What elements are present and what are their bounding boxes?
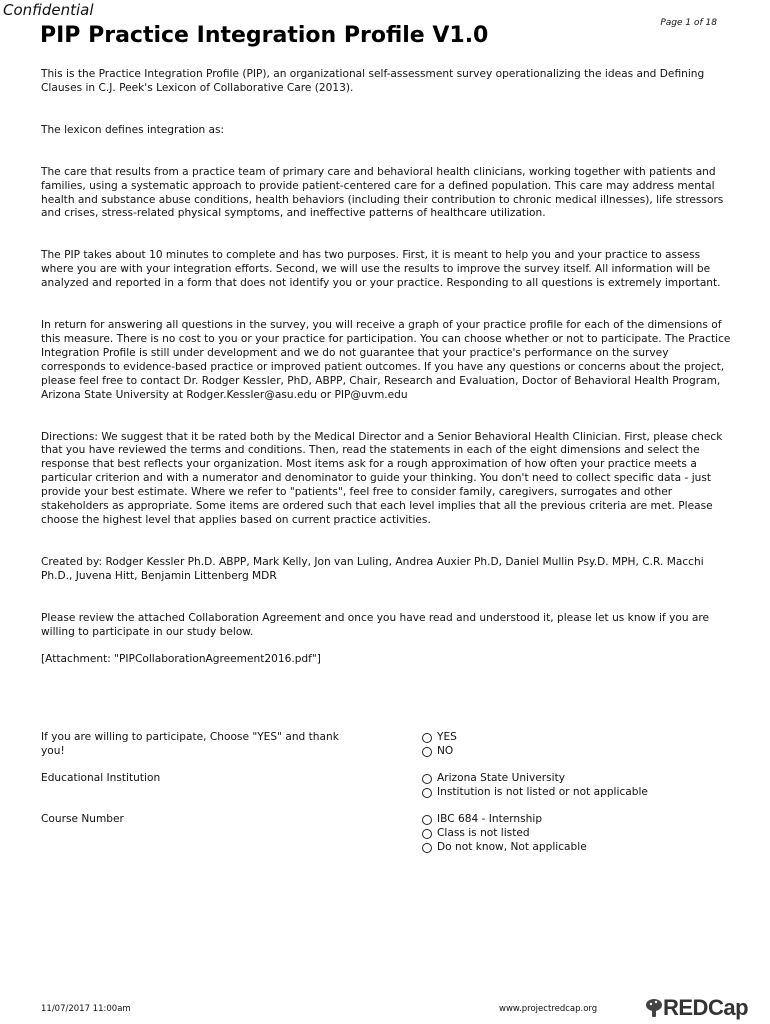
radio-option-no[interactable] xyxy=(422,745,457,759)
redcap-logo-icon xyxy=(645,997,663,1019)
radio-button[interactable] xyxy=(422,843,432,853)
radio-option-not-listed[interactable] xyxy=(422,786,648,800)
survey-intro xyxy=(41,68,733,667)
option-label: Do not know, Not applicable xyxy=(437,840,587,853)
review-paragraph: Please review the attached Collaboration Agreement and once you have read and understood it, please let us know if you are willing to participate in our study below. xyxy=(41,611,710,638)
radio-button[interactable] xyxy=(422,815,432,825)
lexicon-lead: The lexicon defines integration as: xyxy=(41,123,225,136)
radio-button[interactable] xyxy=(422,774,432,784)
redcap-logo-text: REDCap xyxy=(663,995,749,1020)
radio-option-ibc684[interactable] xyxy=(422,813,587,827)
created-by: Created by: Rodger Kessler Ph.D. ABPP, Mark Kelly, Jon van Luling, Andrea Auxier Ph.D, Daniel Mullin Psy.D. MPH, C.R. Macchi Ph.D., Juvena Hitt, Benjamin Littenberg MDR xyxy=(41,555,704,582)
intro-paragraph: This is the Practice Integration Profile (PIP), an organizational self-assessment survey operationalizing the ideas and Defining Clauses in C.J. Peek's Lexicon of Collaborative Care (2013). xyxy=(41,68,705,94)
footer-date: 11/07/2017 11:00am xyxy=(41,1004,131,1014)
footer-url[interactable]: www.projectredcap.org xyxy=(499,1004,598,1014)
option-label: Institution is not listed or not applicable xyxy=(437,785,648,798)
radio-group xyxy=(422,772,648,800)
purpose-paragraph: The PIP takes about 10 minutes to complete and has two purposes. First, it is meant to help you and your practice to assess where you are with your integration efforts. Second, we will use the results to improve the survey itself. All information will be analyzed and reported in a form that does not identify you or your practice. Responding to all questions is extremely important. xyxy=(41,249,721,290)
radio-option-class-not-listed[interactable] xyxy=(422,827,587,841)
radio-option-yes[interactable] xyxy=(422,731,457,745)
directions-paragraph: Directions: We suggest that it be rated both by the Medical Director and a Senior Behavioral Health Clinician. First, please check that you have reviewed the terms and conditions. Then, read the statements in each of the eight dimensions and select the response that best reflects your organization. Most items ask for a rough approximation of how often your practice meets a particular criterion and with a numerator and denominator to guide your thinking. You don't need to collect specific data - just provide your best estimate. Where we refer to "patients", feel free to consider family, caregivers, surrogates and other stakeholders as appropriate. Some items are ordered such that each level implies that all the previous criteria are met. Please choose the highest level that applies based on current practice activities. xyxy=(41,430,723,526)
radio-option-asu[interactable] xyxy=(422,772,648,786)
integration-definition: The care that results from a practice team of primary care and behavioral health clinicians, working together with patients and families, using a systematic approach to provide patient-centered care for a defined population. This care may address mental health and substance abuse conditions, health behaviors (including their contribution to chronic medical illnesses), life stressors and crises, stress-related physical symptoms, and ineffective patterns of healthcare utilization. xyxy=(41,165,724,220)
page-title: PIP Practice Integration Profile V1.0 xyxy=(40,23,489,48)
question-label: Course Number xyxy=(41,813,124,825)
option-label: Arizona State University xyxy=(437,772,566,784)
option-label: Class is not listed xyxy=(437,826,530,839)
option-label: IBC 684 - Internship xyxy=(437,813,543,825)
radio-button[interactable] xyxy=(422,788,432,798)
question-label: If you are willing to participate, Choose "YES" and thank you! xyxy=(41,731,339,757)
confidential-label: Confidential xyxy=(3,1,94,19)
question-label: Educational Institution xyxy=(41,772,161,784)
radio-button[interactable] xyxy=(422,829,432,839)
redcap-logo xyxy=(645,995,748,1021)
option-label: NO xyxy=(437,744,454,757)
radio-option-do-not-know[interactable] xyxy=(422,841,587,855)
radio-button[interactable] xyxy=(422,747,432,757)
radio-group xyxy=(422,813,587,855)
attachment-link[interactable]: [Attachment: "PIPCollaborationAgreement2016.pdf"] xyxy=(41,653,321,666)
radio-button[interactable] xyxy=(422,733,432,743)
return-paragraph: In return for answering all questions in the survey, you will receive a graph of your practice profile for each of the dimensions of this measure. There is no cost to you or your practice for participation. You can choose whether or not to participate. The Practice Integration Profile is still under development and we do not guarantee that your practice's performance on the survey corresponds to evidence-based practice or improved patient outcomes. If you have any questions or concerns about the project, please feel free to contact Dr. Rodger Kessler, PhD, ABPP, Chair, Research and Evaluation, Doctor of Behavioral Health Program, Arizona State University at Rodger.Kessler@asu.edu or PIP@uvm.edu xyxy=(41,319,731,401)
option-label: YES xyxy=(437,731,457,743)
radio-group xyxy=(422,731,457,759)
page-number: Page 1 of 18 xyxy=(660,18,717,28)
